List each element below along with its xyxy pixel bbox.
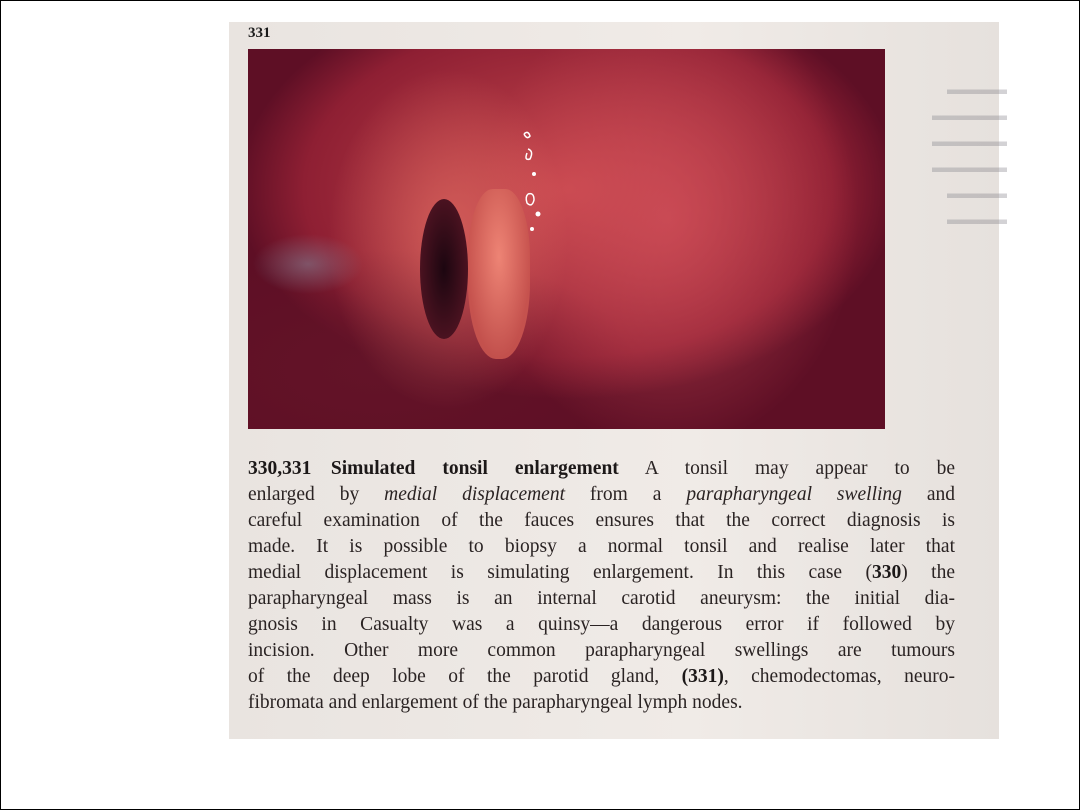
caption-text-segment: (331) <box>681 666 724 687</box>
caption-text-segment: , chemodectomas, neuro- <box>723 666 955 687</box>
photo-cavity-shadow <box>420 199 468 339</box>
caption-text-segment: parapharyngeal mass is an internal carotid aneurysm: the initial dia- <box>248 588 955 609</box>
caption-text-segment: enlarged by <box>248 484 385 505</box>
bleed-through-text: ▬▬▬▬ ▬▬▬▬▬ ▬▬▬▬▬ ▬▬▬▬▬ ▬▬▬▬ ▬▬▬▬ <box>932 82 1007 228</box>
caption-text-segment: of the deep lobe of the parotid gland, <box>248 666 682 687</box>
caption-figure-ref: 330,331 <box>248 458 312 479</box>
caption-text-segment: made. It is possible to biopsy a normal tonsil and realise later that <box>248 536 955 557</box>
caption-text-segment: from a <box>565 484 687 505</box>
caption-line <box>248 560 955 586</box>
photo-light-reflections <box>516 124 548 254</box>
figure-caption <box>248 456 955 716</box>
endoscopic-throat-photo <box>248 49 885 429</box>
caption-title: Simulated tonsil enlargement <box>330 458 619 479</box>
caption-line <box>248 586 955 612</box>
caption-line <box>248 508 955 534</box>
caption-text-segment: medial displacement <box>384 484 566 505</box>
caption-text-segment: careful examination of the fauces ensures that the correct diagnosis is <box>248 510 955 531</box>
caption-text-segment: medial displacement is simulating enlargement. In this case ( <box>248 562 872 583</box>
caption-line <box>248 534 955 560</box>
caption-text-segment: gnosis in Casualty was a quinsy—a dangerous error if followed by <box>248 614 955 635</box>
caption-text-segment: fibromata and enlargement of the parapharyngeal lymph nodes. <box>248 692 743 713</box>
caption-text-segment: incision. Other more common parapharyngeal swellings are tumours <box>248 640 955 661</box>
caption-line <box>248 456 955 482</box>
caption-text-segment: A tonsil may appear to be <box>644 458 956 479</box>
caption-text-segment: and <box>901 484 955 505</box>
caption-line <box>248 690 955 716</box>
caption-line <box>248 612 955 638</box>
caption-text-segment: parapharyngeal swelling <box>686 484 902 505</box>
figure-number: 331 <box>248 25 271 41</box>
caption-text-segment: ) the <box>901 562 955 583</box>
caption-line <box>248 664 955 690</box>
caption-line <box>248 482 955 508</box>
caption-text-segment: 330 <box>872 562 902 583</box>
scanned-book-page <box>229 22 1007 739</box>
caption-line <box>248 638 955 664</box>
